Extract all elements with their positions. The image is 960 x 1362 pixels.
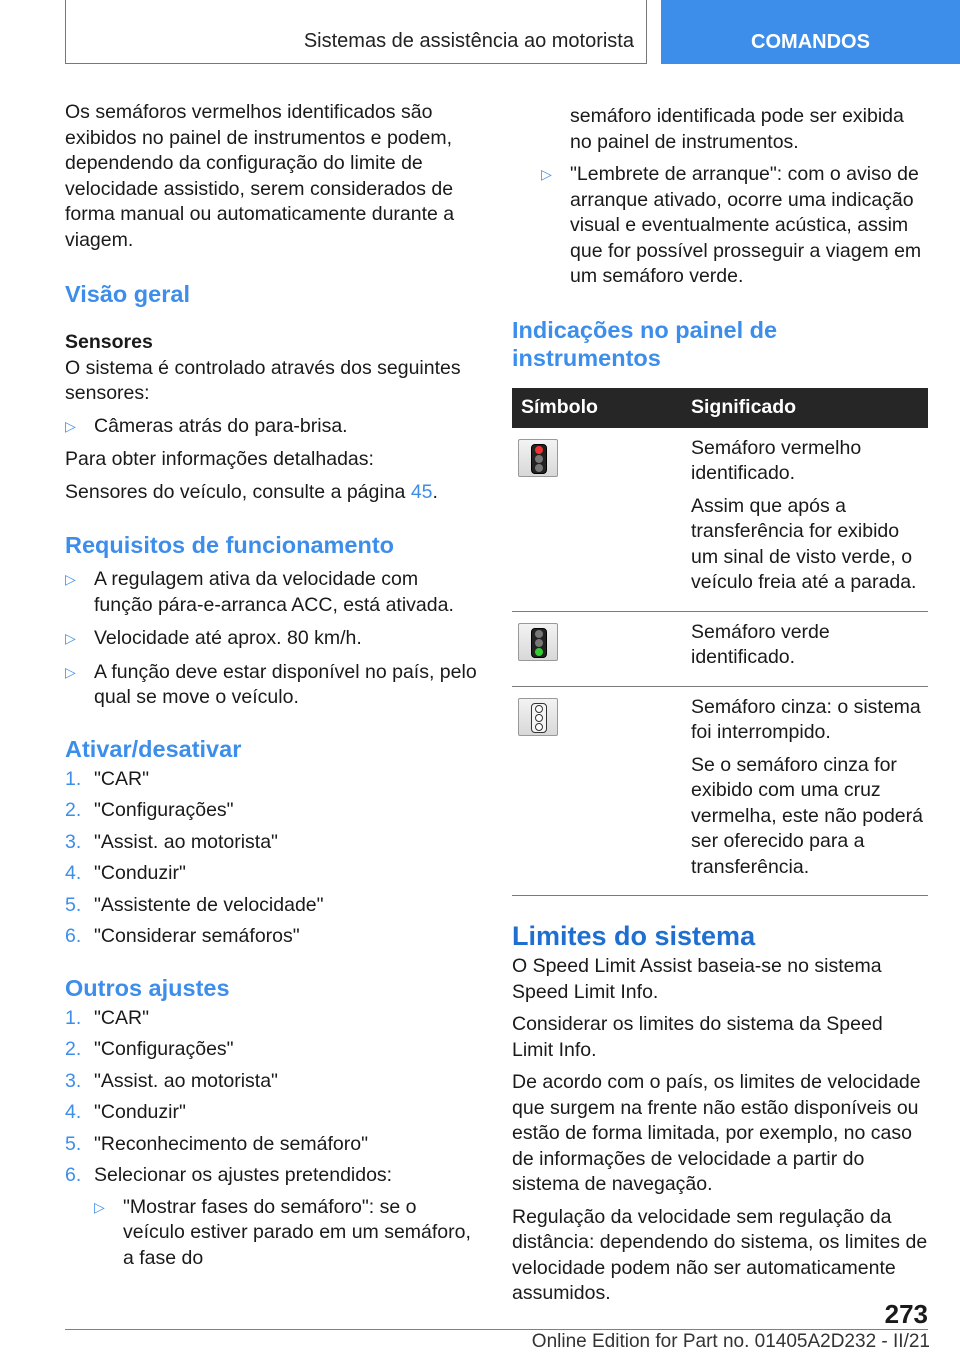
list-item: 3. "Assist. ao motorista" xyxy=(65,830,278,853)
section-title: Sistemas de assistência ao motorista xyxy=(303,30,634,52)
traffic-light-green-icon xyxy=(518,623,558,661)
triangle-bullet-icon: ▷ xyxy=(541,166,552,182)
sub-list-item: ▷ "Mostrar fases do semáforo": se o veículo estiver parado em um semáforo, a fase do xyxy=(94,1195,471,1269)
limits-paragraph: O Speed Limit Assist baseia-se no sistema Speed Limit Info. xyxy=(512,955,882,1003)
footer-divider xyxy=(65,1329,928,1330)
see-page-text: Sensores do veículo, consulte a página 45. xyxy=(65,480,438,503)
list-item: 6. Selecionar os ajustes pretendidos: xyxy=(65,1164,393,1186)
list-item: ▷ Velocidade até aprox. 80 km/h. xyxy=(65,626,479,652)
table-cell-text: Assim que após a transferência for exibido um sinal de visto verde, o veículo freia até a parada. xyxy=(691,494,917,593)
heading-sensores: Sensores xyxy=(65,331,153,353)
traffic-light-red-icon xyxy=(518,439,558,477)
list-item: ▷ A regulagem ativa da velocidade com função pára-e-arranca ACC, está ativada. xyxy=(65,568,454,616)
list-item: 1. "CAR" xyxy=(65,1006,150,1029)
table-row xyxy=(512,611,928,686)
symbol-table xyxy=(512,388,928,897)
triangle-bullet-icon: ▷ xyxy=(65,571,76,587)
header-box xyxy=(65,0,647,64)
footer-edition: Online Edition for Part no. 01405A2D232 - II/21 xyxy=(531,1331,930,1352)
traffic-light-grey-icon xyxy=(518,698,558,736)
list-item: ▷ "Lembrete de arranque": com o aviso de arranque ativado, ocorre uma indicação visual e eventualmente acústica, assim que for possível prosseguir a viagem em um semáforo verde. xyxy=(541,163,922,287)
triangle-bullet-icon: ▷ xyxy=(65,630,76,646)
list-item: 4. "Conduzir" xyxy=(65,862,186,884)
table-cell-text: Semáforo verde identificado. xyxy=(691,620,830,668)
intro-paragraph: Os semáforos vermelhos identificados são exibidos no painel de instrumentos e podem, dependendo da configuração do limite de velocidade assistido, serem considerados de forma manual ou automaticamente durante a viagem. xyxy=(65,101,455,251)
table-cell-text: Semáforo cinza: o sistema foi interrompido. xyxy=(691,695,921,743)
heading-requisitos: Requisitos de funcionamento xyxy=(65,532,395,558)
triangle-bullet-icon: ▷ xyxy=(65,417,76,434)
sensors-bullet: ▷ Câmeras atrás do para-brisa. xyxy=(65,414,479,440)
column-header-meaning: Significado xyxy=(691,388,928,428)
right-column xyxy=(512,104,928,1314)
list-item: 3. "Assist. ao motorista" xyxy=(65,1069,278,1092)
limits-paragraph: De acordo com o país, os limites de velocidade que surgem na frente não estão disponíveis ou estão de forma limitada, por exemplo, no caso de informações de velocidade a partir do sistema de navegação. xyxy=(512,1071,921,1195)
list-item: 4. "Conduzir" xyxy=(65,1101,186,1123)
heading-ativar-desativar: Ativar/desativar xyxy=(65,735,242,762)
table-row xyxy=(512,428,928,612)
heading-outros-ajustes: Outros ajustes xyxy=(65,974,230,1001)
table-header-row xyxy=(512,388,928,428)
sensors-text: O sistema é controlado através dos seguintes sensores: xyxy=(65,356,461,404)
more-info-text: Para obter informações detalhadas: xyxy=(65,448,374,470)
list-item: ▷ A função deve estar disponível no país, pelo qual se move o veículo. xyxy=(65,660,477,708)
list-item: 1. "CAR" xyxy=(65,767,150,790)
heading-limites: Limites do sistema xyxy=(512,921,756,951)
page-number: 273 xyxy=(884,1299,928,1329)
list-item: 2. "Configurações" xyxy=(65,1038,234,1060)
heading-indicacoes: Indicações no painel de instrumentos xyxy=(512,316,778,371)
table-cell-text: Semáforo vermelho identificado. xyxy=(691,436,862,484)
list-item: 6. "Considerar semáforos" xyxy=(65,925,300,947)
triangle-bullet-icon: ▷ xyxy=(65,663,76,680)
table-row xyxy=(512,686,928,896)
tab-comandos[interactable]: COMANDOS xyxy=(661,0,960,64)
column-header-symbol: Símbolo xyxy=(512,388,691,428)
list-item: 5. "Reconhecimento de semáforo" xyxy=(65,1132,368,1155)
list-item: 5. "Assistente de velocidade" xyxy=(65,893,324,916)
table-cell-text: Se o semáforo cinza for exibido com uma cruz vermelha, este não poderá ser oferecido para a transferência. xyxy=(691,753,923,878)
left-column xyxy=(65,100,479,1279)
limits-paragraph: Considerar os limites do sistema da Speed Limit Info. xyxy=(512,1013,883,1061)
page-link[interactable]: 45 xyxy=(410,480,433,503)
limits-paragraph: Regulação da velocidade sem regulação da distância: dependendo do sistema, os limites de velocidade podem não ser automaticamente assumidos. xyxy=(512,1205,928,1304)
triangle-bullet-icon: ▷ xyxy=(94,1198,105,1215)
heading-visao-geral: Visão geral xyxy=(65,281,190,307)
list-item: 2. "Configurações" xyxy=(65,799,234,821)
continuation-text: semáforo identificada pode ser exibida no painel de instrumentos. xyxy=(570,105,904,153)
